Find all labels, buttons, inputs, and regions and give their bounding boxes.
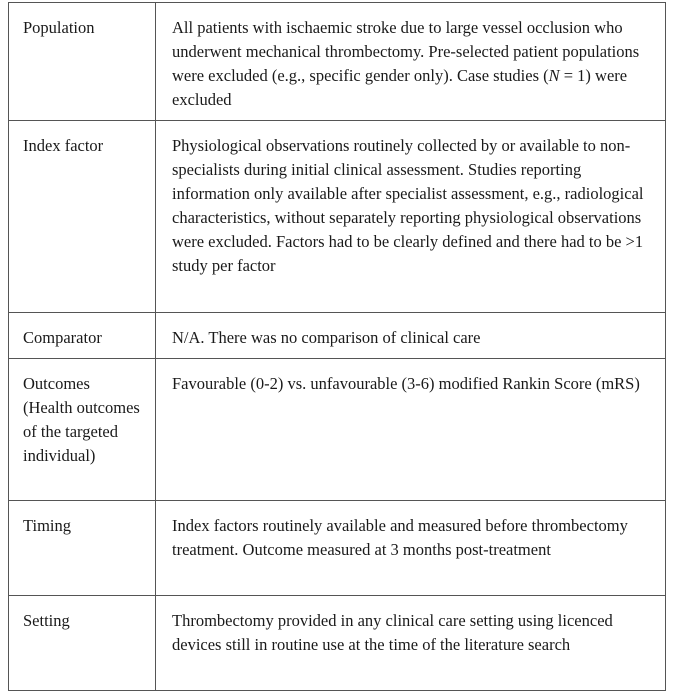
table-row-comparator [9,313,666,359]
population-text-start: All patients with ischaemic stroke due to large vessel occlusion who underwent mechanical thrombectomy. Pre-selected patient populations were excluded (e.g., specific gender only). Case studies ( [172,18,640,85]
row-label-index-factor: Index factor [9,121,156,313]
population-n-symbol: N [548,66,560,85]
table-row-outcomes [9,359,666,501]
row-description-index-factor: Physiological observations routinely collected by or available to non-specialists during initial clinical assessment. Studies reporting information only available after specialist assessment, e.g., radiological characteristics, without separately reporting physiological observations were excluded. Factors had to be clearly defined and there had to be >1 study per factor [156,121,666,313]
row-label-outcomes: Outcomes (Health outcomes of the targeted individual) [9,359,156,501]
row-label-setting: Setting [9,596,156,691]
row-description-timing: Index factors routinely available and measured before thrombectomy treatment. Outcome measured at 3 months post-treatment [156,501,666,596]
eligibility-criteria-table [8,2,666,691]
table-row-setting [9,596,666,691]
row-label-timing: Timing [9,501,156,596]
table-body [9,3,666,691]
table-row-population [9,3,666,121]
table-row-index-factor [9,121,666,313]
row-label-population: Population [9,3,156,121]
row-description-setting: Thrombectomy provided in any clinical care setting using licenced devices still in routine use at the time of the literature search [156,596,666,691]
population-text-end: = 1) were excluded [172,66,628,109]
row-description-outcomes: Favourable (0-2) vs. unfavourable (3-6) modified Rankin Score (mRS) [156,359,666,501]
table-row-timing [9,501,666,596]
row-description-population [156,3,666,121]
row-description-comparator: N/A. There was no comparison of clinical care [156,313,666,359]
row-label-comparator: Comparator [9,313,156,359]
